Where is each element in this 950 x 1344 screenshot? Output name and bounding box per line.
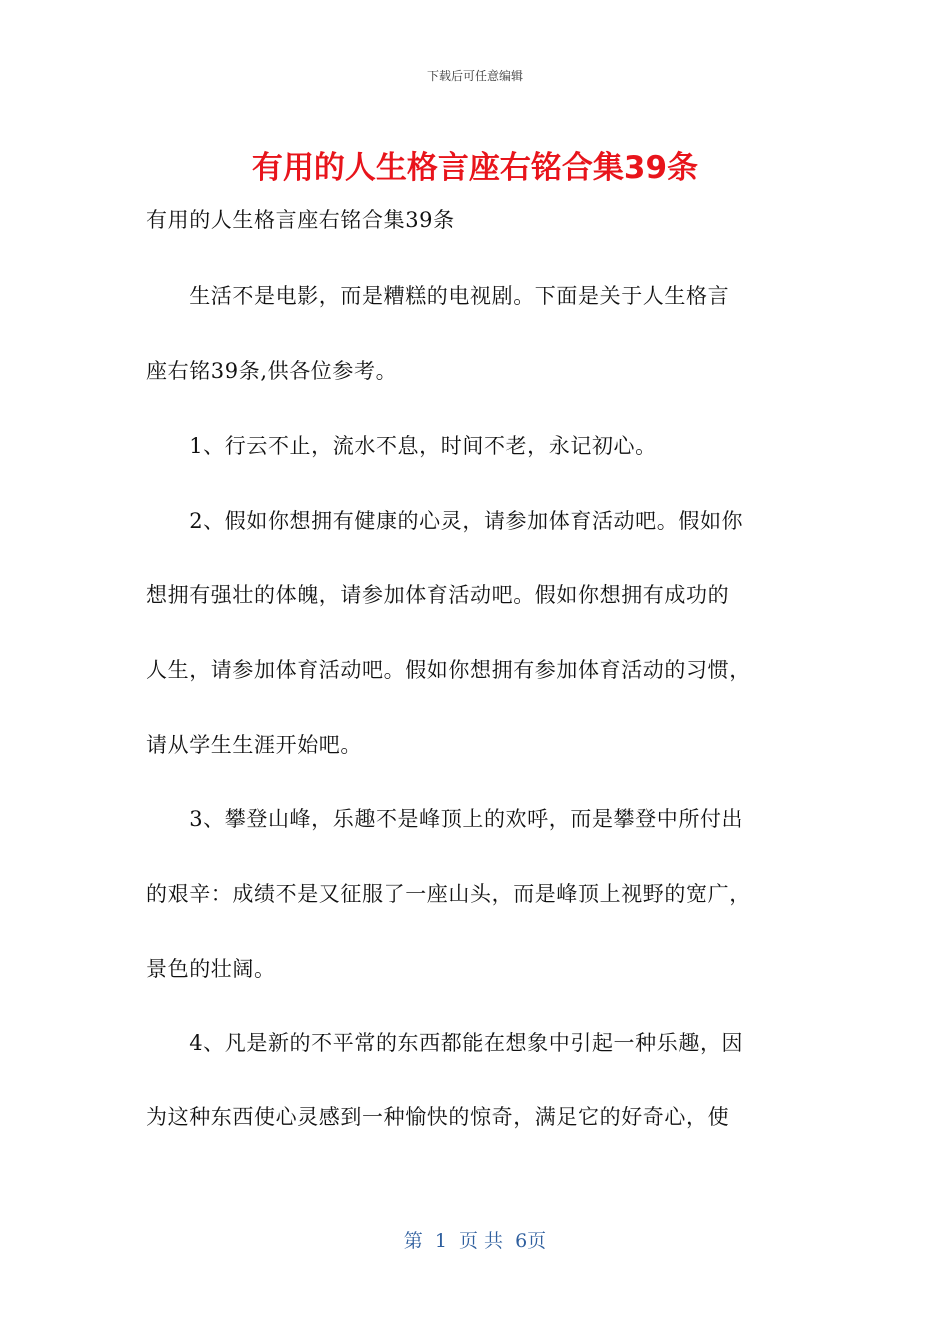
body-line: 的艰辛：成绩不是又征服了一座山头，而是峰顶上视野的宽广， [146, 882, 751, 906]
document-title: 有用的人生格言座右铭合集39条 [251, 150, 699, 186]
body-line: 2、假如你想拥有健康的心灵，请参加体育活动吧。假如你 [146, 509, 744, 533]
body-line: 景色的壮阔。 [146, 957, 276, 981]
header-note: 下载后可任意编辑 [426, 69, 523, 83]
body-line: 1、行云不止，流水不息，时间不老，永记初心。 [146, 434, 657, 458]
page-footer [0, 1226, 950, 1253]
body-line: 4、凡是新的不平常的东西都能在想象中引起一种乐趣，因 [146, 1031, 744, 1055]
body-line: 生活不是电影，而是糟糕的电视剧。下面是关于人生格言 [146, 284, 730, 308]
footer-middle: 页 共 [459, 1230, 504, 1252]
body-line: 有用的人生格言座右铭合集39条 [146, 208, 455, 232]
footer-page-number: 1 [434, 1230, 447, 1252]
body-line: 座右铭39条,供各位参考。 [146, 359, 398, 383]
body-line: 3、攀登山峰，乐趣不是峰顶上的欢呼，而是攀登中所付出 [146, 807, 744, 831]
body-line: 人生，请参加体育活动吧。假如你想拥有参加体育活动的习惯， [146, 658, 751, 682]
footer-total: 6页 [515, 1230, 547, 1252]
body-line: 为这种东西使心灵感到一种愉快的惊奇，满足它的好奇心，使 [146, 1105, 730, 1129]
body-line: 请从学生生涯开始吧。 [146, 733, 362, 757]
footer-prefix: 第 [403, 1230, 423, 1252]
body-line: 想拥有强壮的体魄，请参加体育活动吧。假如你想拥有成功的 [146, 583, 730, 607]
